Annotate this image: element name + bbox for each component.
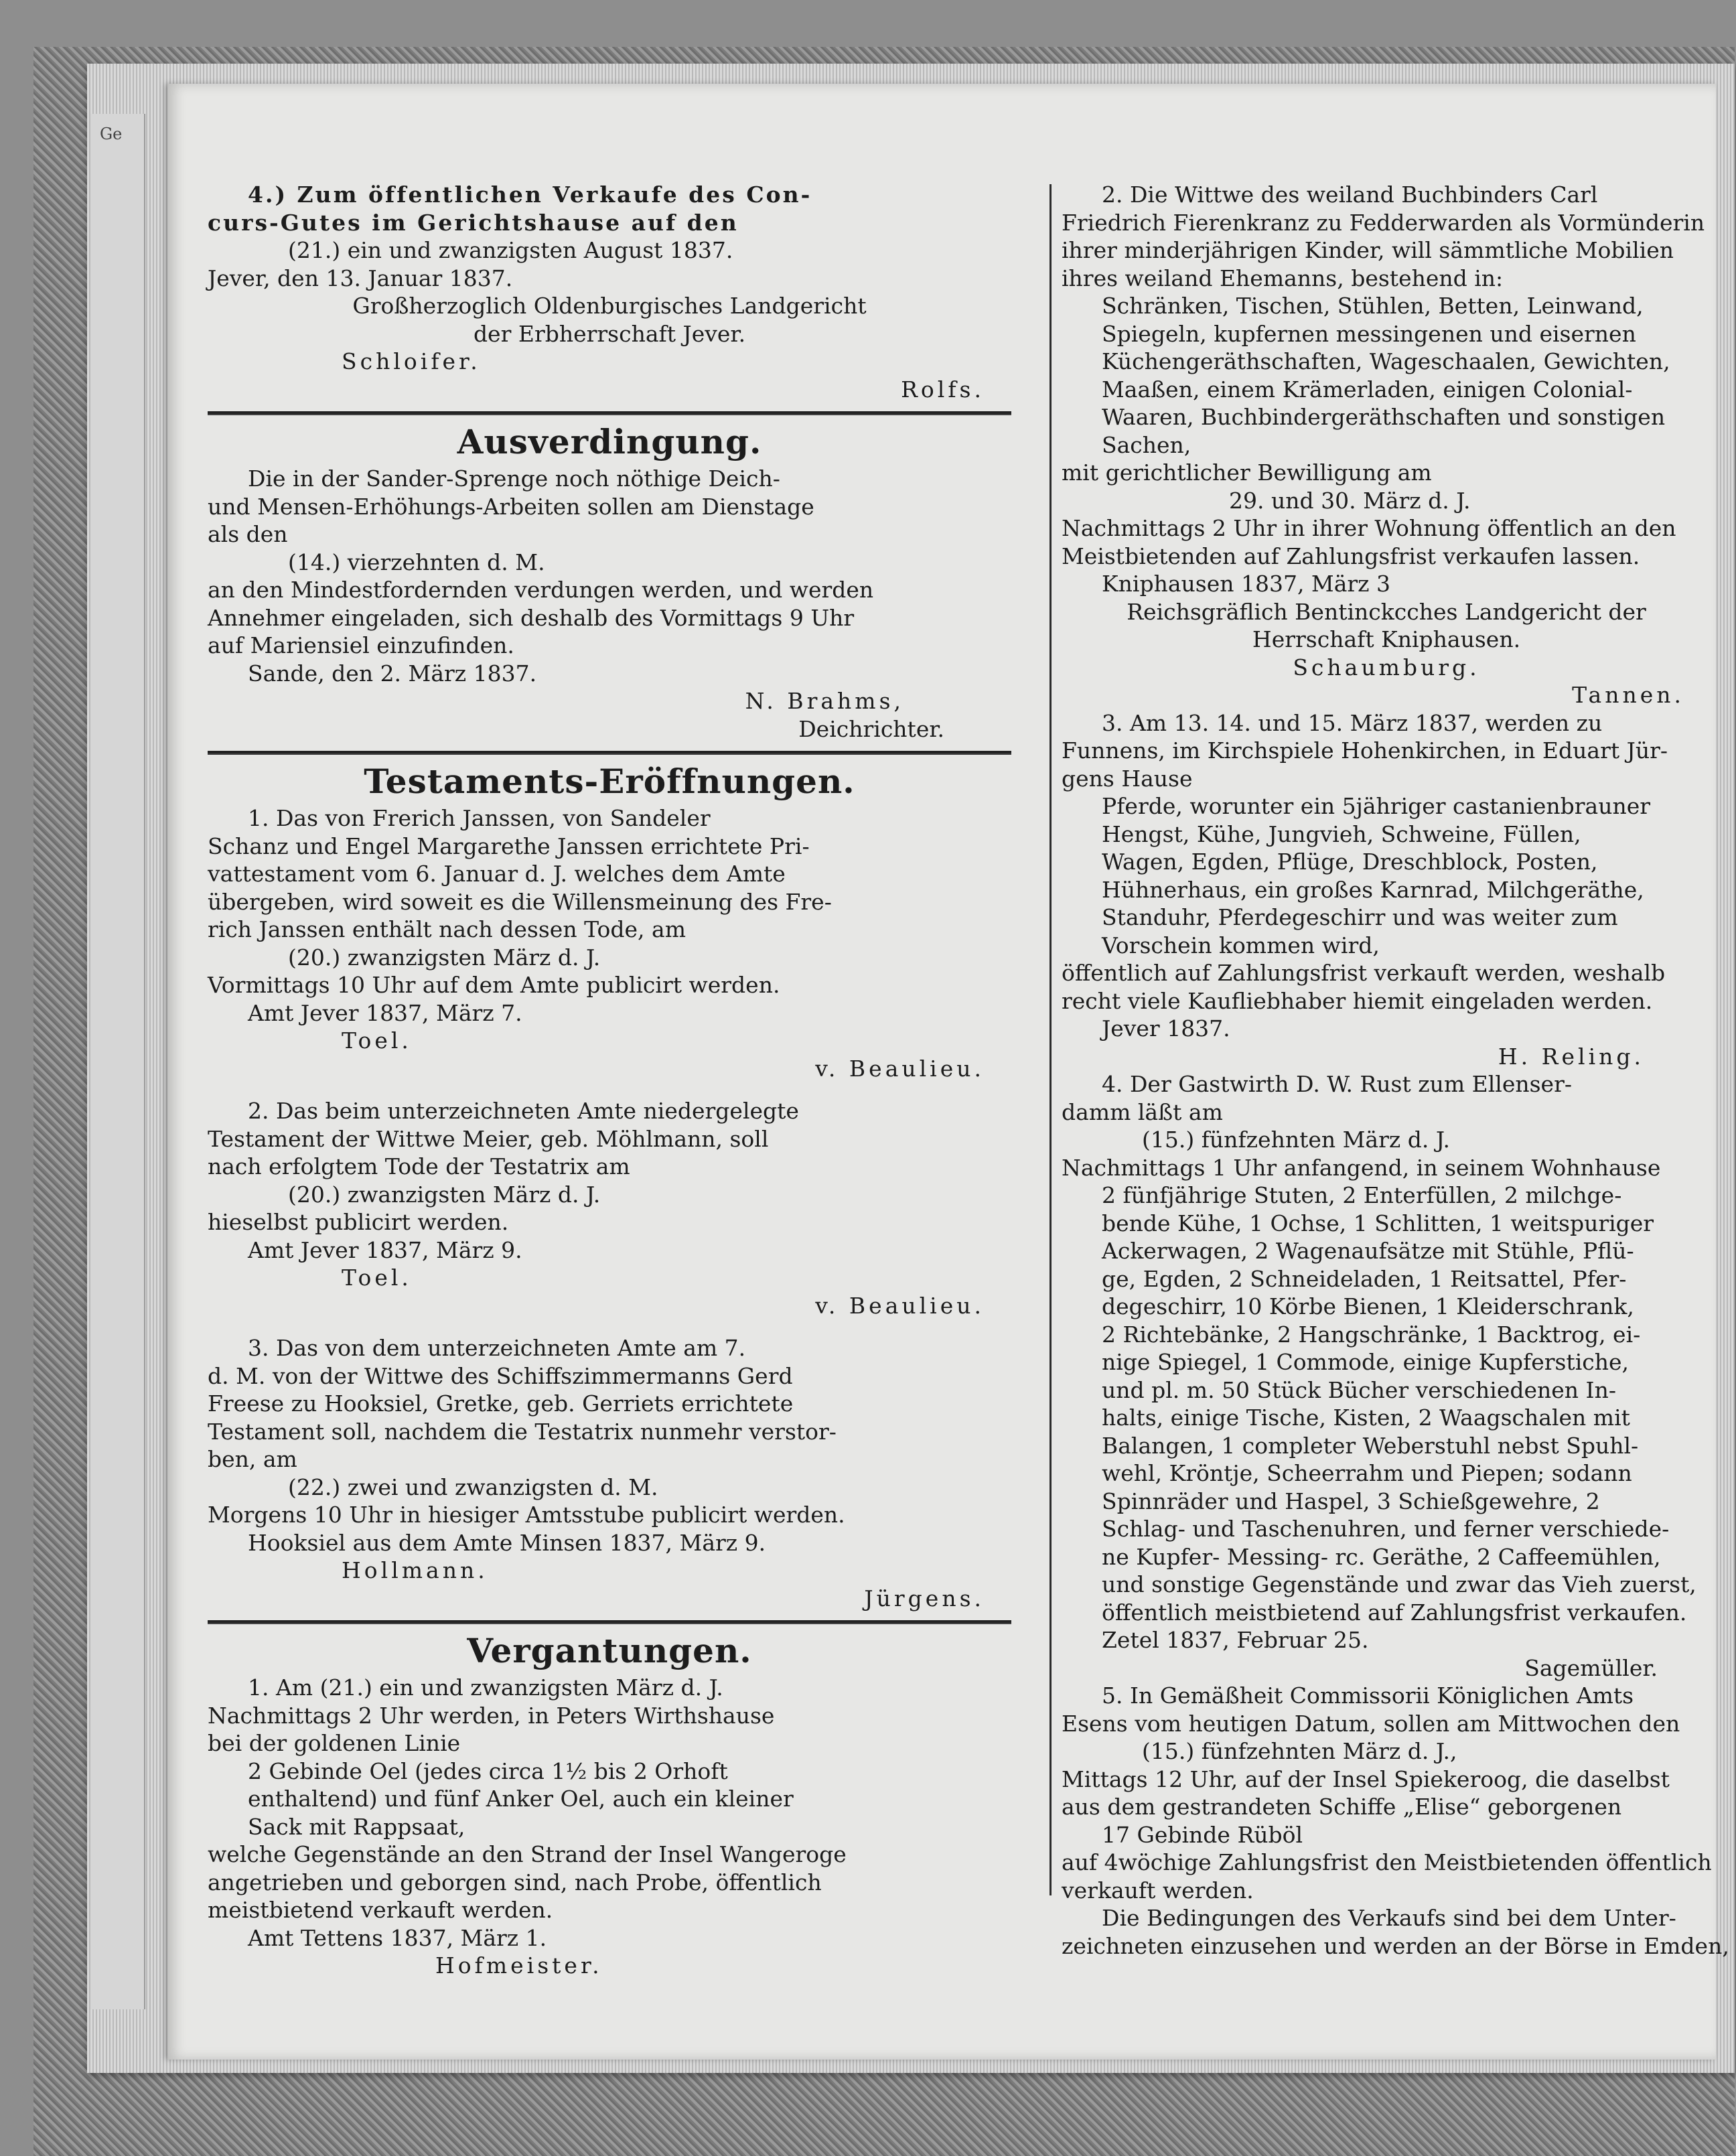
text-line: 3. Das von dem unterzeichneten Amte am 7. [248, 1335, 746, 1361]
text-line: Annehmer eingeladen, sich deshalb des Vormittags 9 Uhr [208, 604, 855, 631]
text-line: 3. Am 13. 14. und 15. März 1837, werden zu [1102, 709, 1603, 736]
text-line: Wagen, Egden, Pflüge, Dreschblock, Posten, [1102, 849, 1598, 875]
text-line: rich Janssen enthält nach dessen Tode, am [208, 916, 686, 942]
text-line: angetrieben und geborgen sind, nach Probe, öffentlich [208, 1869, 822, 1895]
section-heading: Ausverdingung. [457, 422, 762, 461]
item-5-section [1062, 1682, 1729, 1960]
text-line: Jever, den 13. Januar 1837. [208, 265, 513, 291]
text-line: an den Mindestfordernden verdungen werden, und werden [208, 577, 874, 603]
text-line: enthaltend) und fünf Anker Oel, auch ein kleiner [248, 1786, 794, 1812]
right-column [1062, 181, 1729, 1960]
text-line: Friedrich Fierenkranz zu Fedderwarden als Vormünderin [1062, 209, 1705, 236]
text-line: halts, einige Tische, Kisten, 2 Waagschalen mit [1102, 1405, 1630, 1431]
text-line: 29. und 30. März d. J. [1229, 487, 1471, 514]
text-line: Meistbietenden auf Zahlungsfrist verkaufen lassen. [1062, 543, 1640, 569]
text-line: gens Hause [1062, 765, 1193, 792]
text-line: Die Bedingungen des Verkaufs sind bei dem Unter- [1102, 1905, 1676, 1931]
text-line: Testament der Wittwe Meier, geb. Möhlmann, soll [208, 1125, 769, 1152]
signature: Deichrichter. [798, 715, 944, 742]
signature: N. Brahms, [745, 688, 904, 714]
text-line: Freese zu Hooksiel, Gretke, geb. Gerriets errichtete [208, 1390, 794, 1417]
text-line: Mittags 12 Uhr, auf der Insel Spiekeroog, die daselbst [1062, 1766, 1670, 1792]
signature: Rolfs. [901, 376, 985, 403]
text-line: 4.) Zum öffentlichen Verkaufe des Con- [248, 182, 812, 208]
text-line: öffentlich meistbietend auf Zahlungsfrist verkaufen. [1102, 1599, 1687, 1626]
text-line: 2 fünfjährige Stuten, 2 Enterfüllen, 2 milchge- [1102, 1182, 1622, 1208]
text-line: und pl. m. 50 Stück Bücher verschiedenen In- [1102, 1376, 1616, 1403]
text-line: (20.) zwanzigsten März d. J. [288, 944, 601, 971]
text-line: Kniphausen 1837, März 3 [1102, 571, 1391, 597]
text-line: Nachmittags 2 Uhr in ihrer Wohnung öffentlich an den [1062, 515, 1676, 541]
item-4-section [1062, 1070, 1711, 1682]
text-line: auf 4wöchige Zahlungsfrist den Meistbietenden öffentlich [1062, 1849, 1712, 1875]
text-line: (15.) fünfzehnten März d. J. [1142, 1127, 1450, 1153]
testamente-section [208, 762, 1011, 1612]
text-line: ne Kupfer- Messing- rc. Geräthe, 2 Caffeemühlen, [1102, 1543, 1661, 1570]
text-line: Nachmittags 1 Uhr anfangend, in seinem Wohnhause [1062, 1154, 1661, 1181]
text-line: 2. Die Wittwe des weiland Buchbinders Carl [1102, 182, 1598, 208]
signature: Schaumburg. [1293, 654, 1480, 680]
signature: Toel. [342, 1265, 412, 1291]
text-line: zeichneten einzusehen und werden an der Börse in Emden, [1062, 1932, 1729, 1959]
section-heading: Vergantungen. [467, 1631, 752, 1670]
text-line: auf Mariensiel einzufinden. [208, 632, 514, 658]
text-line: 4. Der Gastwirth D. W. Rust zum Ellenser- [1102, 1071, 1573, 1097]
text-line: mit gerichtlicher Bewilligung am [1062, 459, 1432, 486]
text-line: Hooksiel aus dem Amte Minsen 1837, März 9. [248, 1529, 766, 1556]
text-line: 1. Das von Frerich Janssen, von Sandeler [248, 805, 711, 831]
text-line: der Erbherrschaft Jever. [473, 320, 746, 347]
text-line: Jever 1837. [1102, 1015, 1230, 1041]
text-line: ben, am [208, 1446, 297, 1472]
signature: Toel. [342, 1027, 412, 1054]
text-line: 1. Am (21.) ein und zwanzigsten März d. J. [248, 1674, 723, 1701]
text-line: 2 Richtebänke, 2 Hangschränke, 1 Backtrog, ei- [1102, 1321, 1641, 1348]
text-line: verkauft werden. [1062, 1877, 1254, 1903]
text-line: Hengst, Kühe, Jungvieh, Schweine, Füllen, [1102, 820, 1581, 847]
text-line: (21.) ein und zwanzigsten August 1837. [288, 237, 733, 263]
text-line: Zetel 1837, Februar 25. [1102, 1627, 1369, 1653]
ausverdingung-section [208, 422, 1011, 743]
text-line: nige Spiegel, 1 Commode, einige Kupferstiche, [1102, 1349, 1630, 1375]
text-line: Großherzoglich Oldenburgisches Landgericht [352, 293, 867, 319]
text-line: curs-Gutes im Gerichtshause auf den [208, 209, 739, 236]
text-line: Schränken, Tischen, Stühlen, Betten, Leinwand, [1102, 293, 1644, 319]
text-line: Nachmittags 2 Uhr werden, in Peters Wirthshause [208, 1702, 775, 1729]
text-line: Esens vom heutigen Datum, sollen am Mittwochen den [1062, 1710, 1680, 1737]
text-line: Reichsgräflich Bentinckсches Landgericht der [1127, 598, 1646, 625]
text-line: aus dem gestrandeten Schiffe „Elise“ geborgenen [1062, 1794, 1622, 1820]
text-line: Die in der Sander-Sprenge noch nöthige Deich- [248, 465, 780, 492]
text-line: d. M. von der Wittwe des Schiffszimmermanns Gerd [208, 1362, 793, 1389]
text-line: recht viele Kaufliebhaber hiemit eingeladen werden. [1062, 987, 1653, 1014]
text-line: Schlag- und Taschenuhren, und ferner verschiede- [1102, 1516, 1670, 1542]
text-line: Amt Jever 1837, März 7. [248, 999, 522, 1026]
text-line: 17 Gebinde Rüböl [1102, 1821, 1303, 1848]
text-line: Spinnräder und Haspel, 3 Schießgewehre, 2 [1102, 1488, 1600, 1514]
item-3-section [1062, 709, 1711, 1071]
column-divider [1050, 184, 1052, 1895]
text-line: Vormittags 10 Uhr auf dem Amte publicirt werden. [208, 972, 780, 998]
text-line: Vorschein kommen wird, [1102, 932, 1380, 958]
text-line: ihrer minderjährigen Kinder, will sämmtliche Mobilien [1062, 237, 1674, 263]
section-rule [208, 411, 1011, 415]
vergantungen-section [208, 1631, 1011, 1980]
text-line: Sachen, [1102, 431, 1191, 458]
text-line: nach erfolgtem Tode der Testatrix am [208, 1153, 630, 1179]
text-line: Morgens 10 Uhr in hiesiger Amtsstube publicirt werden. [208, 1502, 845, 1528]
text-line: 2 Gebinde Oel (jedes circa 1½ bis 2 Orhoft [248, 1757, 728, 1784]
text-line: welche Gegenstände an den Strand der Insel Wangeroge [208, 1841, 847, 1867]
text-line: Pferde, worunter ein 5jähriger castanienbrauner [1102, 793, 1651, 819]
text-line: ihres weiland Ehemanns, bestehend in: [1062, 265, 1504, 291]
signature: v. Beaulieu. [815, 1055, 985, 1082]
text-line: (20.) zwanzigsten März d. J. [288, 1181, 601, 1208]
signature: v. Beaulieu. [815, 1292, 985, 1319]
section-rule [208, 751, 1011, 755]
text-line: bei der goldenen Linie [208, 1730, 461, 1756]
text-line: bende Kühe, 1 Ochse, 1 Schlitten, 1 weitspuriger [1102, 1210, 1654, 1236]
text-line: Balangen, 1 completer Weberstuhl nebst Spuhl- [1102, 1432, 1639, 1459]
signature: Sagemüller. [1524, 1654, 1658, 1681]
signature: Jürgens. [864, 1585, 985, 1611]
text-line: Sack mit Rappsaat, [248, 1813, 465, 1840]
section-heading: Testaments-Eröffnungen. [364, 762, 855, 801]
signature: Hollmann. [342, 1557, 488, 1583]
text-line: vattestament vom 6. Januar d. J. welches dem Amte [208, 861, 786, 887]
text-line: Amt Jever 1837, März 9. [248, 1236, 522, 1263]
text-line: 5. In Gemäßheit Commissorii Königlichen Amts [1102, 1682, 1634, 1709]
signature: H. Reling. [1498, 1043, 1644, 1070]
text-line: Herrschaft Kniphausen. [1252, 626, 1521, 652]
signature: Hofmeister. [435, 1952, 603, 1979]
text-line: hieselbst publicirt werden. [208, 1209, 509, 1235]
text-line: und sonstige Gegenstände und zwar das Vieh zuerst, [1102, 1571, 1696, 1597]
text-line: (22.) zwei und zwanzigsten d. M. [288, 1474, 658, 1500]
text-line: damm läßt am [1062, 1098, 1223, 1125]
text-line: ge, Egden, 2 Schneideladen, 1 Reitsattel, Pfer- [1102, 1265, 1627, 1292]
text-line: Sande, den 2. März 1837. [248, 660, 537, 687]
text-line: Spiegeln, kupfernen messingenen und eisernen [1102, 320, 1636, 347]
previous-page-edge [90, 114, 145, 2009]
left-column [208, 181, 1011, 1980]
text-line: Standuhr, Pferdegeschirr und was weiter zum [1102, 904, 1618, 930]
text-line: Maaßen, einem Krämerladen, einigen Colonial- [1102, 376, 1633, 403]
text-line: (14.) vierzehnten d. M. [288, 549, 545, 575]
text-line: als den [208, 521, 288, 547]
text-line: wehl, Kröntje, Scheerrahm und Piepen; sodann [1102, 1460, 1632, 1486]
section-rule [208, 1620, 1011, 1624]
text-line: übergeben, wird soweit es die Willensmeinung des Fre- [208, 888, 832, 915]
text-line: Hühnerhaus, ein großes Karnrad, Milchgeräthe, [1102, 876, 1644, 903]
signature: Schloifer. [342, 348, 481, 374]
text-line: Testament soll, nachdem die Testatrix nunmehr verstor- [208, 1418, 837, 1445]
text-line: Waaren, Buchbindergeräthschaften und sonstigen [1102, 404, 1666, 430]
previous-page-fragment: Ge [100, 125, 123, 143]
text-line: Ackerwagen, 2 Wagenaufsätze mit Stühle, Pflü- [1102, 1238, 1634, 1264]
text-line: Amt Tettens 1837, März 1. [248, 1924, 547, 1951]
text-line: (15.) fünfzehnten März d. J., [1142, 1738, 1457, 1764]
text-line: Schanz und Engel Margarethe Janssen errichtete Pri- [208, 833, 810, 859]
text-line: Küchengeräthschaften, Wageschaalen, Gewichten, [1102, 348, 1670, 374]
text-line: meistbietend verkauft werden. [208, 1897, 553, 1923]
item-2-section [1062, 181, 1711, 709]
notice-concurs-sale [208, 181, 1011, 403]
signature: Tannen. [1572, 682, 1684, 708]
text-line: degeschirr, 10 Körbe Bienen, 1 Kleiderschrank, [1102, 1293, 1634, 1319]
text-line: und Mensen-Erhöhungs-Arbeiten sollen am Dienstage [208, 493, 814, 520]
text-line: Funnens, im Kirchspiele Hohenkirchen, in Eduart Jür- [1062, 737, 1668, 764]
text-line: 2. Das beim unterzeichneten Amte niedergelegte [248, 1098, 799, 1124]
text-line: öffentlich auf Zahlungsfrist verkauft werden, weshalb [1062, 960, 1666, 986]
